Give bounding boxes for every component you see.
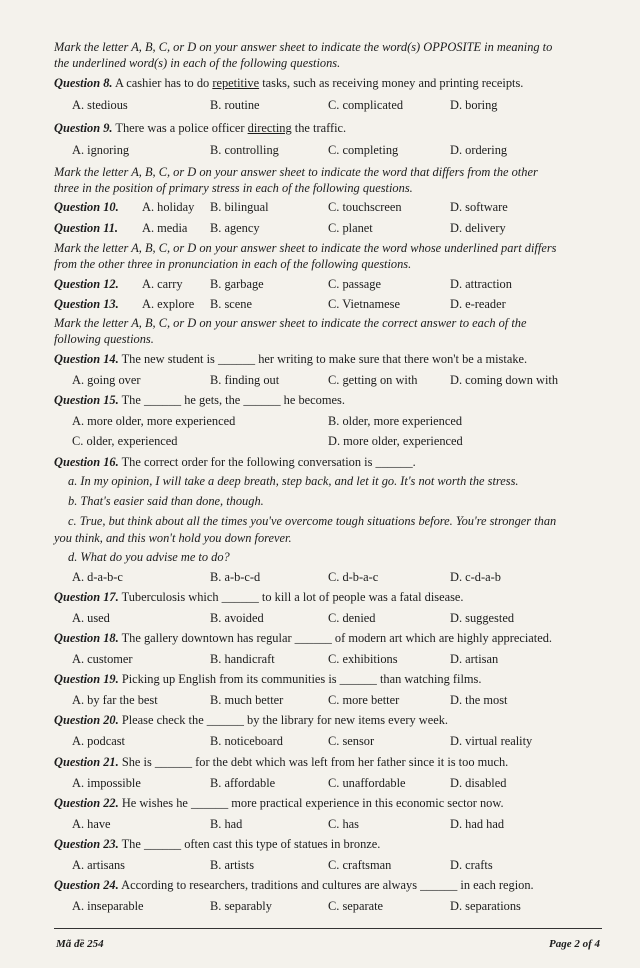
instruction-stress-line1: Mark the letter A, B, C, or D on your answer sheet to indicate the word that differs from the other <box>54 165 538 179</box>
question-17 <box>54 590 614 605</box>
option-b[interactable]: B. affordable <box>210 776 276 790</box>
option-b[interactable]: B. much better <box>210 693 284 707</box>
question-text: He wishes he ______ more practical experience in this economic sector now. <box>118 796 504 810</box>
option-d[interactable]: D. disabled <box>450 776 507 790</box>
question-label: Question 22. <box>54 796 119 810</box>
question-text: A cashier has to do <box>112 76 213 90</box>
option-d[interactable]: D. delivery <box>450 221 506 235</box>
option-a[interactable]: A. impossible <box>72 776 141 790</box>
underlined-word: directing <box>247 121 292 135</box>
option-b[interactable]: B. noticeboard <box>210 734 283 748</box>
option-d[interactable]: D. ordering <box>450 143 508 157</box>
option-c[interactable]: C. completing <box>328 143 399 157</box>
question-22 <box>54 796 614 811</box>
conversation-line-c-cont: you think, and this won't hold you down forever. <box>54 531 292 545</box>
question-label: Question 14. <box>54 352 119 366</box>
option-d[interactable]: D. e-reader <box>450 297 506 311</box>
option-b[interactable]: B. controlling <box>210 143 279 157</box>
option-c[interactable]: C. has <box>328 817 359 831</box>
option-b[interactable]: B. older, more experienced <box>328 414 463 428</box>
question-label: Question 9. <box>54 121 113 135</box>
option-c[interactable]: C. older, experienced <box>72 434 178 448</box>
page-number: Page 2 of 4 <box>548 938 600 950</box>
footer-divider <box>54 928 602 929</box>
question-9 <box>54 121 614 136</box>
option-c[interactable]: C. getting on with <box>328 373 418 387</box>
option-a[interactable]: A. used <box>72 611 110 625</box>
option-c[interactable]: C. unaffordable <box>328 776 406 790</box>
option-b[interactable]: B. artists <box>210 858 255 872</box>
option-a[interactable]: A. more older, more experienced <box>72 414 236 428</box>
instruction-correct-line1: Mark the letter A, B, C, or D on your answer sheet to indicate the correct answer to each of the <box>54 316 527 330</box>
question-label: Question 19. <box>54 672 119 686</box>
question-text: Picking up English from its communities is ______ than watching films. <box>118 672 482 686</box>
option-b[interactable]: B. bilingual <box>210 200 269 214</box>
option-b[interactable]: B. scene <box>210 297 252 311</box>
question-text: The gallery downtown has regular ______ of modern art which are highly appreciated. <box>118 631 553 645</box>
option-a[interactable]: A. by far the best <box>72 693 158 707</box>
option-a[interactable]: A. ignoring <box>72 143 130 157</box>
option-d[interactable]: D. attraction <box>450 277 512 291</box>
conversation-line-b: b. That's easier said than done, though. <box>68 494 264 508</box>
option-c[interactable]: C. separate <box>328 899 384 913</box>
question-label: Question 11. <box>54 221 119 235</box>
option-d[interactable]: D. separations <box>450 899 521 913</box>
question-text: According to researchers, traditions and cultures are always ______ in each region. <box>118 878 534 892</box>
question-text: There was a police officer <box>112 121 248 135</box>
instruction-correct-line2: following questions. <box>54 332 154 346</box>
option-b[interactable]: B. garbage <box>210 277 264 291</box>
question-text: Please check the ______ by the library for new items every week. <box>118 713 448 727</box>
question-label: Question 18. <box>54 631 119 645</box>
option-a[interactable]: A. holiday <box>142 200 195 214</box>
question-label: Question 15. <box>54 393 119 407</box>
option-c[interactable]: C. exhibitions <box>328 652 398 666</box>
instruction-opposite-line2: the underlined word(s) in each of the following questions. <box>54 56 341 70</box>
question-label: Question 8. <box>54 76 113 90</box>
question-text: The new student is ______ her writing to make sure that there won't be a mistake. <box>118 352 528 366</box>
option-a[interactable]: A. podcast <box>72 734 125 748</box>
question-label: Question 20. <box>54 713 119 727</box>
option-a[interactable]: A. carry <box>142 277 183 291</box>
question-label: Question 21. <box>54 755 119 769</box>
conversation-line-d: d. What do you advise me to do? <box>68 550 230 564</box>
option-a[interactable]: A. going over <box>72 373 141 387</box>
option-d[interactable]: D. crafts <box>450 858 493 872</box>
option-a[interactable]: A. stedious <box>72 98 128 112</box>
option-b[interactable]: B. agency <box>210 221 260 235</box>
question-label: Question 24. <box>54 878 119 892</box>
option-b[interactable]: B. routine <box>210 98 260 112</box>
option-d[interactable]: D. c-d-a-b <box>450 570 501 584</box>
question-24 <box>54 878 614 893</box>
option-b[interactable]: B. a-b-c-d <box>210 570 261 584</box>
question-19 <box>54 672 614 687</box>
question-18 <box>54 631 614 646</box>
option-d[interactable]: D. artisan <box>450 652 499 666</box>
underlined-word: repetitive <box>212 76 260 90</box>
conversation-line-a: a. In my opinion, I will take a deep breath, step back, and let it go. It's not worth the stress. <box>68 474 519 488</box>
question-13-label <box>54 297 119 312</box>
question-label: Question 13. <box>54 297 119 311</box>
option-c[interactable]: C. denied <box>328 611 376 625</box>
question-text: The ______ often cast this type of statues in bronze. <box>118 837 381 851</box>
instruction-stress-line2: three in the position of primary stress in each of the following questions. <box>54 181 413 195</box>
question-text: The correct order for the following conversation is ______. <box>118 455 416 469</box>
question-23 <box>54 837 614 852</box>
option-c[interactable]: C. planet <box>328 221 373 235</box>
question-label: Question 17. <box>54 590 119 604</box>
option-a[interactable]: A. media <box>142 221 188 235</box>
exam-code: Mã đề 254 <box>56 938 104 950</box>
question-15 <box>54 393 614 408</box>
option-c[interactable]: C. touchscreen <box>328 200 402 214</box>
option-a[interactable]: A. customer <box>72 652 133 666</box>
option-d[interactable]: D. virtual reality <box>450 734 533 748</box>
question-text: tasks, such as receiving money and printing receipts. <box>259 76 524 90</box>
question-21 <box>54 755 614 770</box>
conversation-line-c: c. True, but think about all the times you've overcome tough situations before. You're stronger than <box>68 514 557 528</box>
question-text: the traffic. <box>291 121 347 135</box>
question-label: Question 10. <box>54 200 119 214</box>
option-b[interactable]: B. handicraft <box>210 652 275 666</box>
option-d[interactable]: D. suggested <box>450 611 515 625</box>
instruction-pron-line2: from the other three in pronunciation in each of the following questions. <box>54 257 412 271</box>
option-a[interactable]: A. explore <box>142 297 195 311</box>
option-d[interactable]: D. had had <box>450 817 505 831</box>
question-label: Question 23. <box>54 837 119 851</box>
question-8 <box>54 76 614 91</box>
question-text: She is ______ for the debt which was left from her father since it is too much. <box>118 755 509 769</box>
option-c[interactable]: C. craftsman <box>328 858 392 872</box>
option-d[interactable]: D. the most <box>450 693 508 707</box>
option-b[interactable]: B. had <box>210 817 243 831</box>
question-label: Question 12. <box>54 277 119 291</box>
option-d[interactable]: D. boring <box>450 98 498 112</box>
option-c[interactable]: C. complicated <box>328 98 404 112</box>
option-d[interactable]: D. more older, experienced <box>328 434 463 448</box>
option-a[interactable]: A. have <box>72 817 111 831</box>
instruction-pron-line1: Mark the letter A, B, C, or D on your answer sheet to indicate the word whose underlined part differs <box>54 241 557 255</box>
instruction-opposite-line1: Mark the letter A, B, C, or D on your answer sheet to indicate the word(s) OPPOSITE in meaning to <box>54 40 553 54</box>
option-b[interactable]: B. avoided <box>210 611 264 625</box>
option-c[interactable]: C. d-b-a-c <box>328 570 379 584</box>
question-12-label <box>54 277 119 292</box>
option-c[interactable]: C. passage <box>328 277 381 291</box>
question-10-label <box>54 200 119 215</box>
question-11-label <box>54 221 118 236</box>
option-c[interactable]: C. more better <box>328 693 400 707</box>
option-b[interactable]: B. separably <box>210 899 272 913</box>
option-b[interactable]: B. finding out <box>210 373 280 387</box>
question-14 <box>54 352 614 367</box>
option-c[interactable]: C. sensor <box>328 734 375 748</box>
question-text: The ______ he gets, the ______ he becomes. <box>118 393 345 407</box>
option-d[interactable]: D. coming down with <box>450 373 559 387</box>
question-label: Question 16. <box>54 455 119 469</box>
option-a[interactable]: A. artisans <box>72 858 125 872</box>
question-16 <box>54 455 614 470</box>
question-text: Tuberculosis which ______ to kill a lot of people was a fatal disease. <box>118 590 464 604</box>
question-20 <box>54 713 614 728</box>
option-c[interactable]: C. Vietnamese <box>328 297 400 311</box>
option-a[interactable]: A. d-a-b-c <box>72 570 123 584</box>
option-d[interactable]: D. software <box>450 200 508 214</box>
option-a[interactable]: A. inseparable <box>72 899 144 913</box>
